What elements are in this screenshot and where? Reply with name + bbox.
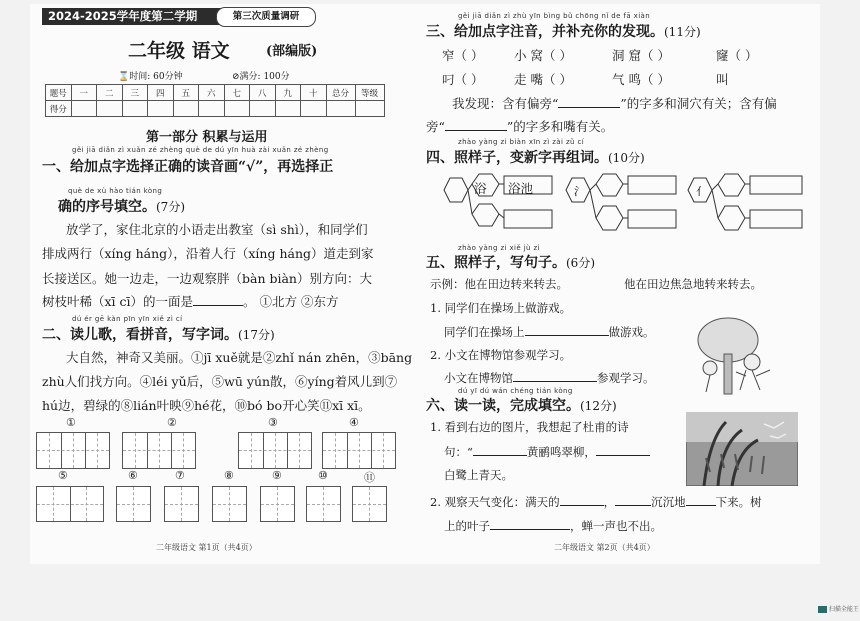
q6-poem-blank-2[interactable] (596, 455, 650, 456)
q3-pinyin: gěi jiā diǎn zì zhù yīn bìng bǔ chōng nǐ de fā xiàn (458, 12, 651, 20)
score-header-cell: 题号 (46, 85, 72, 101)
q3-item-6[interactable]: 走 嘴（ ） (514, 72, 572, 87)
box-label-5: ⑤ (58, 469, 68, 482)
children-playing-illustration (690, 310, 782, 396)
q6-line3: 白鹭上青天。 (444, 468, 513, 482)
score-info: ⊘满分: 100分 (232, 72, 290, 82)
box-label-6: ⑥ (128, 469, 138, 482)
q5-pinyin: zhào yàng zi xiě jù zi (458, 244, 540, 252)
writing-box-4[interactable] (322, 432, 396, 469)
edition-label: (部编版) (266, 44, 318, 59)
score-header-cell: 四 (148, 85, 174, 101)
q3-item-7[interactable]: 气 鸣（ ） (612, 72, 670, 87)
score-header-cell: 十 (301, 85, 327, 101)
q5-blank-1[interactable] (525, 335, 609, 336)
box-label-2: ② (167, 416, 177, 429)
box-label-4: ④ (349, 416, 359, 429)
score-header-cell: 等级 (355, 85, 384, 101)
score-cell[interactable] (275, 101, 301, 117)
q1-heading-2: 确的序号填空。(7分) (58, 199, 185, 215)
q5-item-2-rewrite: 小文在博物馆 参观学习。 (444, 371, 655, 385)
writing-box-9[interactable] (260, 486, 295, 522)
q6-weather-blank-2[interactable] (615, 505, 651, 506)
score-table (45, 84, 385, 117)
q1-passage-line4: 树枝叶稀（xī cī）的一面是 。 ①北方 ②东方 (42, 294, 339, 309)
q6-pinyin: dú yī dú wán chéng tián kòng (458, 387, 573, 395)
writing-box-5[interactable] (36, 486, 104, 522)
page-footer-1: 二年级语文 第1页（共4页） (156, 543, 257, 552)
score-header-cell: 八 (250, 85, 276, 101)
score-header-cell: 一 (71, 85, 97, 101)
q5-item-2: 2. 小文在博物馆参观学习。 (430, 348, 572, 362)
cs-logo-icon (818, 606, 827, 613)
score-cell[interactable] (173, 101, 199, 117)
score-header-cell: 七 (224, 85, 250, 101)
q5-item-1-rewrite: 同学们在操场上 做游戏。 (444, 325, 655, 339)
q2-poem-line2: zhù人们找方向。④léi yǔ后，⑤wū yún散，⑥yíng着风儿到⑦ (42, 374, 398, 389)
q3-item-3[interactable]: 洞 窟（ ） (612, 48, 670, 63)
q4-heading: 四、照样子，变新字再组词。(10分) (426, 150, 645, 166)
score-cell[interactable] (250, 101, 276, 117)
svg-text:亻: 亻 (696, 185, 707, 198)
q6-poem-blank[interactable] (473, 455, 527, 456)
score-table-header-row (46, 85, 385, 101)
score-cell[interactable] (301, 101, 327, 117)
q1-answer-blank[interactable] (193, 305, 243, 306)
score-header-cell: 二 (97, 85, 123, 101)
score-cell[interactable] (355, 101, 384, 117)
q5-item-1: 1. 同学们在操场上做游戏。 (430, 301, 572, 315)
q3-item-1[interactable]: 窄（ ） (442, 48, 484, 63)
score-table-score-row (46, 101, 385, 117)
writing-box-2[interactable] (122, 432, 196, 469)
writing-box-1[interactable] (36, 432, 110, 469)
q2-poem-line3: hú边，碧绿的⑧lián叶映⑨hé花，⑩bó bo开心笑⑪xī xī。 (42, 398, 371, 413)
q6-weather-blank-4[interactable] (490, 529, 570, 530)
q6-line4: 2. 观察天气变化：满天的 ， 沉沉地 下来。树 (430, 495, 762, 509)
q1-pinyin: gěi jiā diǎn zì xuǎn zé zhèng què de dú yīn huà zài xuǎn zé zhèng (72, 146, 329, 154)
q1-pinyin-2: què de xù hào tián kòng (68, 187, 163, 195)
box-label-7: ⑦ (175, 469, 185, 482)
writing-box-10[interactable] (306, 486, 341, 522)
score-cell[interactable] (71, 101, 97, 117)
q5-example-2: 他在田边焦急地转来转去。 (624, 277, 762, 291)
score-cell[interactable] (148, 101, 174, 117)
q6-weather-blank-1[interactable] (560, 505, 604, 506)
writing-box-6[interactable] (116, 486, 151, 522)
exam-page-1 (30, 4, 432, 564)
score-cell[interactable] (224, 101, 250, 117)
q4-pinyin: zhào yàng zi biàn xīn zì zài zǔ cí (458, 138, 585, 146)
q4-example-word: 浴池 (508, 181, 534, 196)
q4-example-char: 浴 (474, 181, 487, 196)
exam-title: 二年级 语文 (128, 40, 230, 62)
school-year-banner: 2024-2025学年度第二学期 (42, 8, 244, 25)
q3-finding-line2: 旁“ ”的字多和嘴有关。 (426, 119, 614, 134)
q6-heading: 六、读一读，完成填空。(12分) (426, 398, 617, 414)
q3-item-5[interactable]: 叼（ ） (442, 72, 484, 87)
q2-pinyin: dú ér gē kàn pīn yīn xiě zì cí (72, 315, 183, 323)
q3-item-4[interactable]: 窿（ ） (716, 48, 758, 63)
score-header-cell: 五 (173, 85, 199, 101)
writing-box-3[interactable] (238, 432, 312, 469)
score-cell[interactable] (122, 101, 148, 117)
score-header-cell: 三 (122, 85, 148, 101)
score-header-cell: 九 (275, 85, 301, 101)
box-label-9: ⑨ (272, 469, 282, 482)
q6-line1: 1. 看到右边的图片，我想起了杜甫的诗 (430, 420, 629, 434)
score-header-cell: 六 (199, 85, 225, 101)
q3-radical-blank-2[interactable] (445, 130, 507, 131)
clock-icon: ⌛ (118, 72, 130, 82)
q4-center-hex-1 (444, 178, 468, 202)
scanner-watermark: 扫描全能王 (818, 604, 859, 613)
q6-weather-blank-3[interactable] (686, 505, 716, 506)
svg-text:氵: 氵 (574, 185, 585, 198)
q2-heading: 二、读儿歌，看拼音，写字词。(17分) (42, 327, 275, 343)
q5-blank-2[interactable] (513, 381, 597, 382)
box-label-1: ① (66, 416, 76, 429)
q2-poem-line1: 大自然，神奇又美丽。①jī xuě就是②zhǐ nán zhēn，③bāng (66, 350, 413, 365)
page-footer-2: 二年级语文 第2页（共4页） (554, 543, 655, 552)
q3-item-2[interactable]: 小 窝（ ） (514, 48, 572, 63)
q3-heading: 三、给加点字注音，并补充你的发现。(11分) (426, 24, 701, 40)
score-row-label: 得分 (46, 101, 72, 117)
score-cell[interactable] (326, 101, 355, 117)
willow-bird-illustration (686, 412, 798, 486)
q6-line5: 上的叶子 ，蝉一声也不出。 (444, 519, 662, 533)
box-label-10: ⑩ (318, 469, 328, 482)
box-label-3: ③ (268, 416, 278, 429)
q3-radical-blank-1[interactable] (558, 107, 620, 108)
score-cell[interactable] (97, 101, 123, 117)
box-label-8: ⑧ (224, 469, 234, 482)
part1-heading: 第一部分 积累与运用 (146, 130, 268, 145)
q3-finding-line1: 我发现：含有偏旁“ ”的字多和洞穴有关；含有偏 (452, 96, 777, 111)
writing-box-7[interactable] (164, 486, 199, 522)
q3-item-8: 叫 (716, 72, 729, 87)
q1-passage-line3: 长接送区。她一边走，一边观察胖（bàn biàn）别方向：大 (42, 271, 372, 286)
writing-box-8[interactable] (212, 486, 247, 522)
exam-page-2 (418, 4, 820, 564)
q1-heading: 一、给加点字选择正确的读音画“√”，再选择正 (42, 159, 334, 175)
box-label-11: ⑪ (364, 471, 375, 484)
q6-line2: 句：“ 黄鹂鸣翠柳， (444, 444, 650, 460)
time-info: ⌛时间: 60分钟 (118, 72, 183, 82)
writing-box-11[interactable] (352, 486, 387, 522)
score-cell[interactable] (199, 101, 225, 117)
q1-passage-line1: 放学了，家住北京的小语走出教室（sì shì），和同学们 (66, 222, 368, 237)
q5-example-1: 示例：他在田边转来转去。 (430, 277, 568, 291)
q5-heading: 五、照样子，写句子。(6分) (426, 255, 595, 271)
exam-tag: 第三次质量调研 (216, 7, 316, 27)
check-circle-icon: ⊘ (232, 72, 240, 82)
score-header-cell: 总分 (326, 85, 355, 101)
q1-passage-line2: 排成两行（xíng háng），沿着人行（xíng háng）道走到家 (42, 246, 374, 261)
